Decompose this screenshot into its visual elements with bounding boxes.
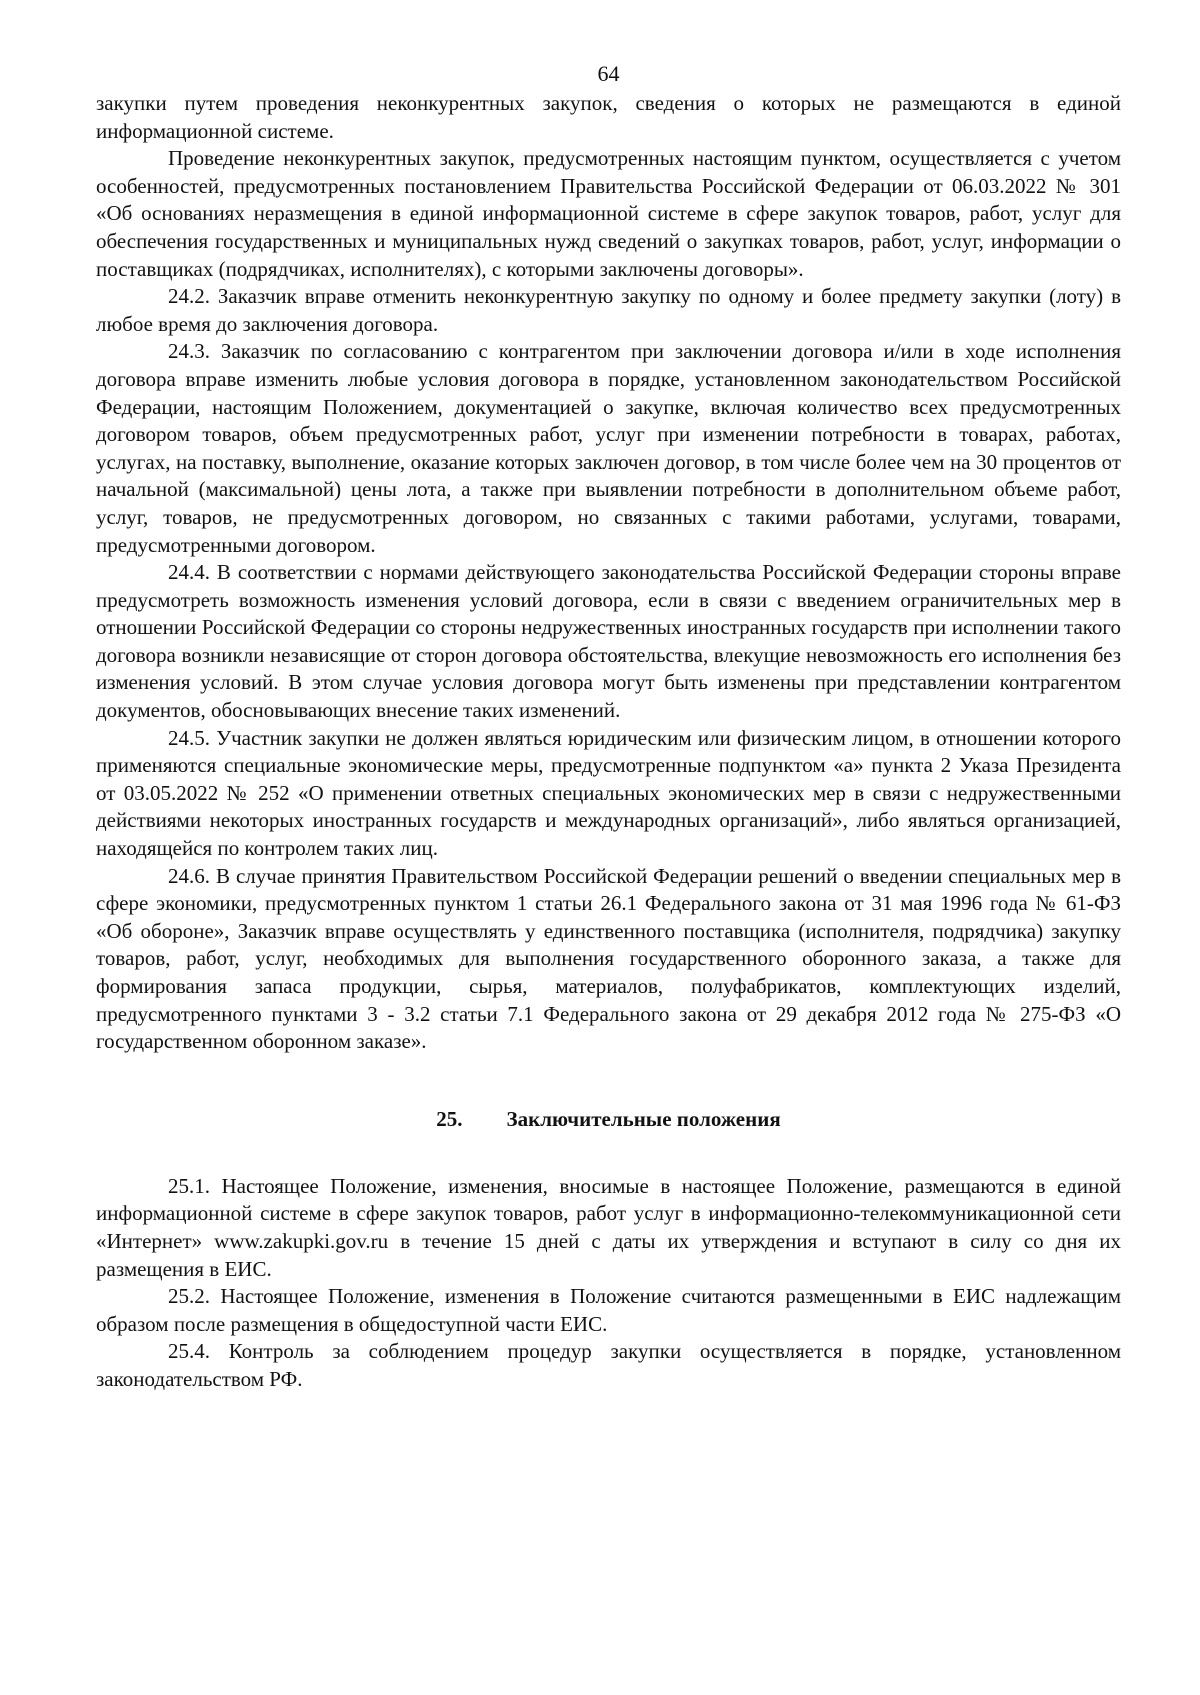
document-page	[96, 60, 1121, 1394]
paragraph-continuation: закупки путем проведения неконкурентных закупок, сведения о которых не размещаются в единой информационной системе.	[96, 91, 1121, 143]
paragraph-25-4: 25.4. Контроль за соблюдением процедур закупки осуществляется в порядке, установленном законодательством РФ.	[96, 1339, 1121, 1391]
section-title: Заключительные положения	[506, 1106, 781, 1131]
paragraph-24-4: 24.4. В соответствии с нормами действующего законодательства Российской Федерации стороны вправе предусмотреть возможность изменения условий договора, если в связи с введением ограничительных мер в отношении Российской Федерации со стороны недружественных иностранных государств при исполнении такого договора возникли независящие от сторон договора обстоятельства, влекущие невозможность его исполнения без изменения условий. В этом случае условия договора могут быть изменены при представлении контрагентом документов, обосновывающих внесение таких изменений.	[96, 560, 1121, 723]
paragraph-25-1: 25.1. Настоящее Положение, изменения, вносимые в настоящее Положение, размещаются в единой информационной системе в сфере закупок товаров, работ услуг в информационно-телекоммуникационной сети «Интернет» www.zakupki.gov.ru в течение 15 дней с даты их утверждения и вступают в силу со дня их размещения в ЕИС.	[96, 1173, 1121, 1281]
paragraph-24-3: 24.3. Заказчик по согласованию с контрагентом при заключении договора и/или в ходе исполнения договора вправе изменить любые условия договора в порядке, установленном законодательством Российской Федерации, настоящим Положением, документацией о закупке, включая количество всех предусмотренных договором товаров, объем предусмотренных работ, услуг при изменении потребности в товарах, работах, услугах, на поставку, выполнение, оказание которых заключен договор, в том числе более чем на 30 процентов от начальной (максимальной) цены лота, а также при выявлении потребности в дополнительном объеме работ, услуг, товаров, не предусмотренных договором, но связанных с такими работами, услугами, товарами, предусмотренными договором.	[96, 339, 1121, 557]
paragraph-noncompetitive-procedure: Проведение неконкурентных закупок, предусмотренных настоящим пунктом, осуществляется с учетом особенностей, предусмотренных постановлением Правительства Российской Федерации от 06.03.2022 № 301 «Об основаниях неразмещения в единой информационной системе в сфере закупок товаров, работ, услуг для обеспечения государственных и муниципальных нужд сведений о закупках товаров, работ, услуг, информации о поставщиках (подрядчиках, исполнителях), с которыми заключены договоры».	[96, 146, 1121, 281]
page-number: 64	[597, 61, 620, 86]
section-heading	[96, 1106, 1121, 1133]
paragraph-25-2: 25.2. Настоящее Положение, изменения в Положение считаются размещенными в ЕИС надлежащим образом после размещения в общедоступной части ЕИС.	[96, 1284, 1121, 1336]
section-number: 25.	[436, 1106, 463, 1131]
paragraph-24-6: 24.6. В случае принятия Правительством Российской Федерации решений о введении специальных мер в сфере экономики, предусмотренных пунктом 1 статьи 26.1 Федерального закона от 31 мая 1996 года № 61-ФЗ «Об обороне», Заказчик вправе осуществлять у единственного поставщика (исполнителя, подрядчика) закупку товаров, работ, услуг, необходимых для выполнения государственного оборонного заказа, а также для формирования запаса продукции, сырья, материалов, полуфабрикатов, комплектующих изделий, предусмотренного пунктами 3 - 3.2 статьи 7.1 Федерального закона от 29 декабря 2012 года № 275-ФЗ «О государственном оборонном заказе».	[96, 863, 1121, 1054]
paragraph-24-5: 24.5. Участник закупки не должен являться юридическим или физическим лицом, в отношении которого применяются специальные экономические меры, предусмотренные подпунктом «а» пункта 2 Указа Президента от 03.05.2022 № 252 «О применении ответных специальных экономических мер в связи с недружественными действиями некоторых иностранных государств и международных организаций», либо являться организацией, находящейся по контролем таких лиц.	[96, 725, 1121, 861]
paragraph-24-2: 24.2. Заказчик вправе отменить неконкурентную закупку по одному и более предмету закупки (лоту) в любое время до заключения договора.	[96, 284, 1121, 336]
